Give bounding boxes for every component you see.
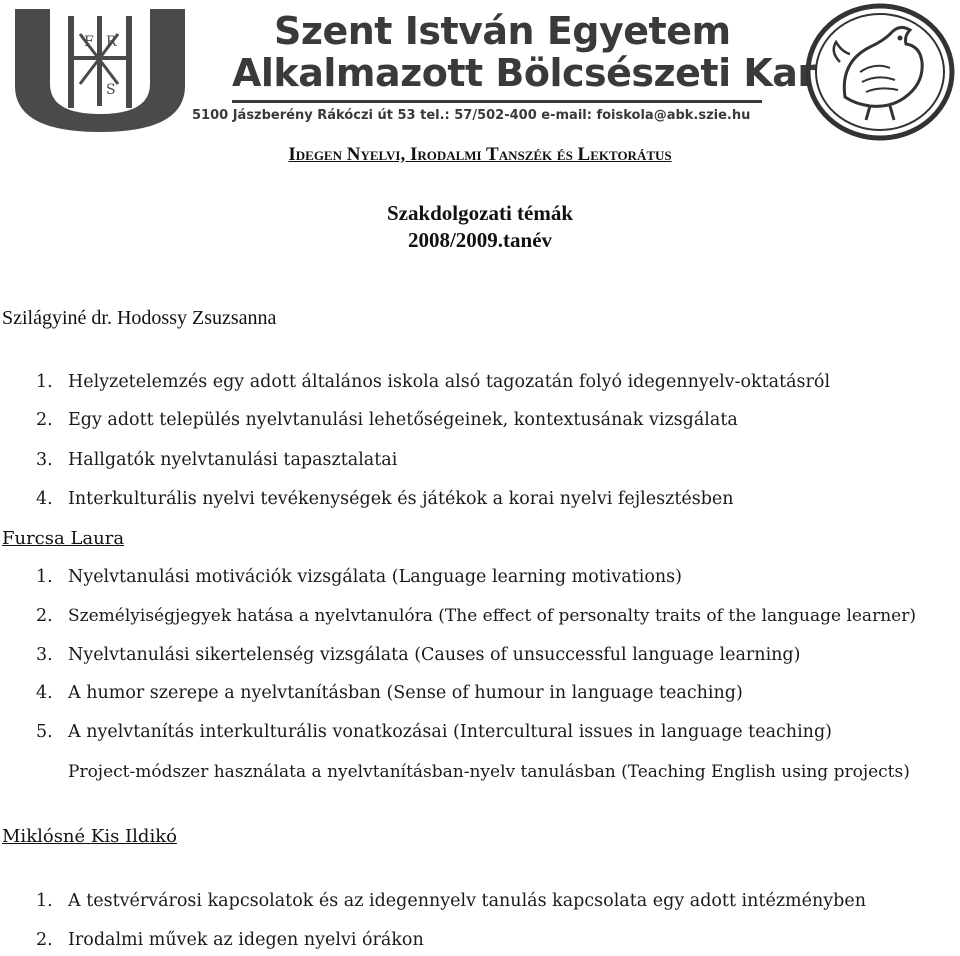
contact-line: 5100 Jászberény Rákóczi út 53 tel.: 57/502-400 e-mail: foiskola@abk.szie.hu: [192, 108, 751, 123]
faculty-name: Alkalmazott Bölcsészeti Kar: [232, 51, 816, 95]
topic-extra-line: Project-módszer használata a nyelvtanításban-nyelv tanulásban (Teaching English using projects): [68, 762, 910, 782]
supervisor-name: Miklósné Kis Ildikó: [2, 826, 177, 847]
topic-item: 2. Személyiségjegyek hatása a nyelvtanulóra (The effect of personalty traits of the language learner): [36, 606, 916, 626]
university-name: Szent István Egyetem: [274, 9, 731, 53]
university-name-block: [232, 10, 816, 94]
header-rule: [232, 100, 762, 103]
topic-item: 1. A testvérvárosi kapcsolatok és az idegennyelv tanulás kapcsolata egy adott intézményben: [36, 891, 866, 911]
topic-item: 2. Irodalmi művek az idegen nyelvi órákon: [36, 930, 424, 950]
griffin-emblem-icon: [800, 2, 960, 142]
topic-item: 1. Helyzetelemzés egy adott általános iskola alsó tagozatán folyó idegennyelv-oktatásról: [36, 372, 831, 392]
topic-item: 3. Nyelvtanulási sikertelenség vizsgálata (Causes of unsuccessful language learning): [36, 645, 801, 665]
topic-item: 4. A humor szerepe a nyelvtanításban (Sense of humour in language teaching): [36, 683, 743, 703]
letterhead: [0, 0, 960, 140]
university-logo-icon: [10, 4, 190, 134]
department-heading: Idegen Nyelvi, Irodalmi Tanszék és Lektorátus: [288, 144, 672, 165]
document-title: [0, 200, 960, 254]
topic-item: 3. Hallgatók nyelvtanulási tapasztalatai: [36, 450, 398, 470]
title-line-2: 2008/2009.tanév: [407, 228, 553, 252]
supervisor-name: Furcsa Laura: [2, 528, 125, 549]
topic-item: 4. Interkulturális nyelvi tevékenységek és játékok a korai nyelvi fejlesztésben: [36, 489, 734, 509]
supervisor-name: Szilágyiné dr. Hodossy Zsuzsanna: [2, 307, 277, 329]
svg-text:F: F: [84, 34, 94, 50]
svg-text:S: S: [106, 82, 116, 98]
topic-item: 2. Egy adott település nyelvtanulási lehetőségeinek, kontextusának vizsgálata: [36, 410, 738, 430]
topic-item: 1. Nyelvtanulási motivációk vizsgálata (Language learning motivations): [36, 567, 682, 587]
topic-item: 5. A nyelvtanítás interkulturális vonatkozásai (Intercultural issues in language teaching): [36, 722, 832, 742]
svg-text:R: R: [106, 34, 117, 50]
title-line-1: Szakdolgozati témák: [386, 201, 574, 225]
